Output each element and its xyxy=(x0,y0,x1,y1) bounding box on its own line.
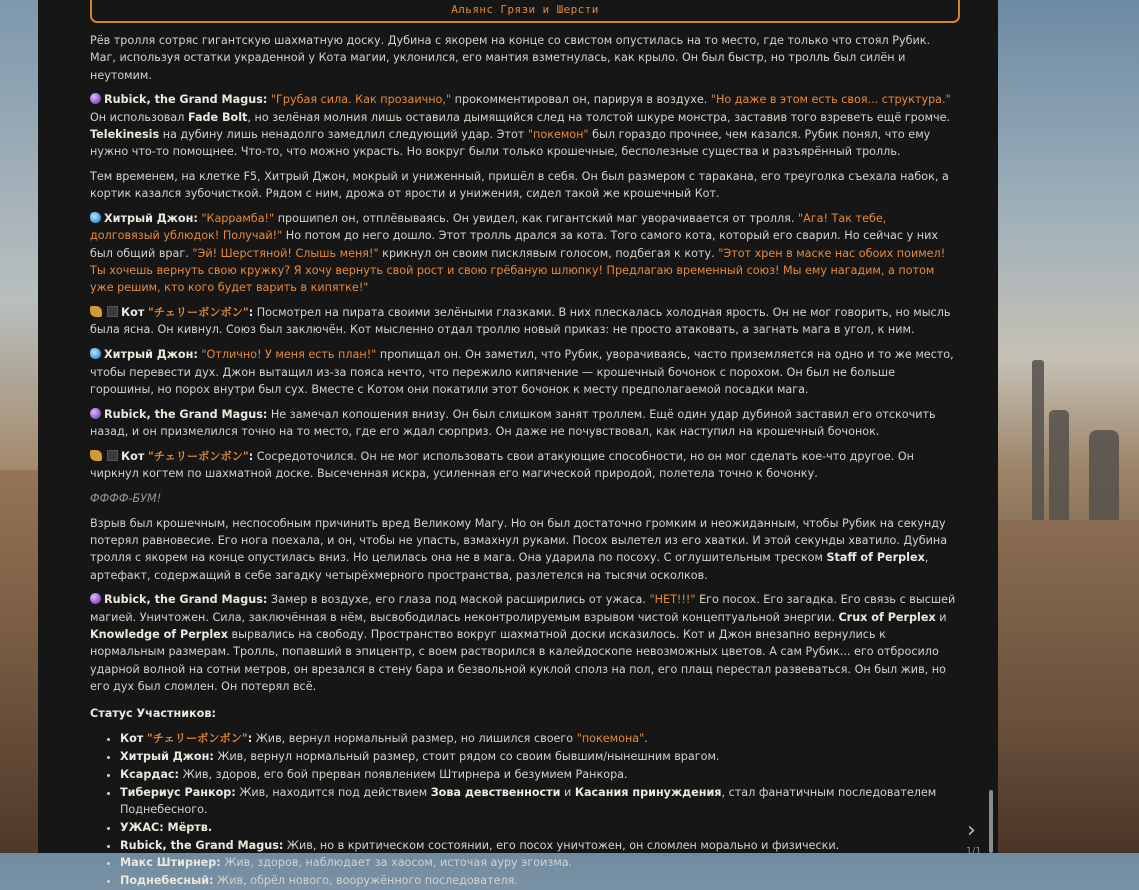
text: Он использовал xyxy=(90,110,188,124)
background-spire xyxy=(1032,360,1044,530)
next-arrow-icon[interactable]: › xyxy=(967,818,976,843)
text: Жив, вернул нормальный размер, стоит рядом со своим бывшим/нынешним врагом. xyxy=(213,750,720,764)
chat-title: Альянс Грязи и Шерсти xyxy=(90,0,960,23)
speaker-name: Кот xyxy=(121,306,145,320)
participant-alias: "チェリーボンボン" xyxy=(146,732,248,746)
speaker-name: Rubick, the Grand Magus: xyxy=(104,593,268,607)
colon: : xyxy=(248,306,254,320)
participant-name: УЖАС: Мёртв. xyxy=(120,820,213,834)
magic-orb-icon xyxy=(90,93,101,104)
background-ground-left xyxy=(0,470,38,853)
cat-icon xyxy=(90,450,102,461)
text: крикнул он своим писклявым голосом, подбегая к коту. xyxy=(378,246,719,260)
text: Взрыв был крошечным, неспособным причинить вред Великому Магу. Но он был достаточно громким и неожиданным, чтобы Рубик на секунду потерял равновесие. Его нога поехала, и он, чтобы не упасть, взмахнул руками. Посох вылетел из его хватки. И этой секунды хватило. Дубина тролля с якорем на конце опустилась вниз. Но целилась она не в мага. Она ударила по посоху. С оглушительным треском xyxy=(90,516,948,565)
participant-name: Тибериус Ранкор: xyxy=(120,785,236,799)
text: на дубину лишь ненадолго замедлил следующий удар. Этот xyxy=(159,127,528,141)
colon: : xyxy=(248,449,254,463)
text: Жив, обрёл нового, вооружённого последователя. xyxy=(213,874,518,888)
status-list xyxy=(90,730,958,889)
text: пропищал он. Он заметил, что Рубик, уворачиваясь, часто приземляется на одно и то же место, чтобы перевести дух. Джон вытащил из-за пояса нечто, что пережило кипячение — крошечный бочонок с порохом. Он был не больше горошины, но порох внутри был сух. Вместе с Котом они покатили этот бочонок к месту предполагаемой посадки мага. xyxy=(90,348,954,396)
ability-name: Telekinesis xyxy=(90,127,160,141)
text: Жив, находится под действием xyxy=(235,785,431,799)
water-wave-icon xyxy=(90,212,101,223)
quote: "Отлично! У меня есть план!" xyxy=(201,348,377,362)
quote: "покемона" xyxy=(576,732,645,746)
artifact-name: Knowledge of Perplex xyxy=(90,627,228,641)
scrollbar-thumb[interactable] xyxy=(989,790,993,853)
ability-name: Зова девственности xyxy=(430,785,561,799)
text: Жив, здоров, наблюдает за хаосом, источая ауру эгоизма. xyxy=(220,856,573,870)
paragraph xyxy=(90,210,958,296)
participant-name: Макс Штирнер: xyxy=(120,856,221,870)
text: , артефакт, содержащий в себе загадку четырёхмерного пространства, разлетелся на тысячи осколков. xyxy=(90,551,929,582)
text: и xyxy=(935,610,947,624)
magic-orb-icon xyxy=(90,408,101,419)
paragraph xyxy=(90,591,958,695)
text: прокомментировал он, парируя в воздухе. xyxy=(451,93,711,107)
text: был гораздо прочнее, чем казался. Рубик понял, что ему нужно что-то помощнее. Что-то, что можно украсть. Но вокруг были только крошечные, бесполезные существа и разъярённый тролль. xyxy=(90,127,931,159)
speaker-alias: "チェリーボンボン" xyxy=(147,449,249,463)
quote: "НЕТ!!!" xyxy=(649,593,696,607)
text: вырвались на свободу. Пространство вокруг шахматной доски исказилось. Кот и Джон внезапно вернулись к нормальным размерам. Тролль, попавший в эпицентр, с воем растворился в калейдоскопе невозможных цветов. А сам Рубик... его отбросило ударной волной на сотни метров, он врезался в стену бара и безвольной куклой сполз на пол, его плащ перестал развеваться. Он был жив, но его дух был сломлен. Он потерял всё. xyxy=(90,627,946,693)
ability-name: Fade Bolt xyxy=(187,110,248,124)
list-item xyxy=(120,730,958,747)
paragraph xyxy=(90,346,958,398)
quote: "Ага! Так тебе, долговязый ублюдок! Получай!" xyxy=(90,212,887,243)
ability-name: Касания принуждения xyxy=(574,785,722,799)
quote: "Но даже в этом есть своя... структура." xyxy=(710,93,951,107)
text: и xyxy=(560,785,575,799)
speaker-name: Хитрый Джон: xyxy=(104,212,198,226)
speaker-name: Хитрый Джон: xyxy=(104,348,198,362)
list-item xyxy=(120,837,958,854)
background-ground-right xyxy=(998,520,1139,853)
magic-orb-icon xyxy=(90,593,101,604)
paragraph xyxy=(90,515,958,584)
water-wave-icon xyxy=(90,348,101,359)
quote: "Эй! Шерстяной! Слышь меня!" xyxy=(192,246,379,260)
black-square-icon xyxy=(107,450,118,461)
speaker-name: Rubick, the Grand Magus: xyxy=(104,93,268,107)
cat-icon xyxy=(90,306,102,317)
text: Жив, но в критическом состоянии, его посох уничтожен, он сломлен морально и физически. xyxy=(283,838,840,852)
quote: "покемон" xyxy=(527,127,589,141)
paragraph: Тем временем, на клетке F5, Хитрый Джон, мокрый и униженный, пришёл в себя. Он был размером с таракана, его треуголка съехала набок, а кортик казался зубочисткой. Рядом с ним, дрожа от ярости и унижения, сидел такой же крошечный Кот. xyxy=(90,170,949,201)
list-item xyxy=(120,748,958,765)
status-heading: Статус Участников: xyxy=(90,707,216,721)
paragraph xyxy=(90,448,958,483)
black-square-icon xyxy=(107,306,118,317)
artifact-name: Crux of Perplex xyxy=(838,610,936,624)
quote: "Этот хрен в маске нас обоих поимел! Ты хочешь вернуть свою кружку? Я хочу вернуть свой рост и свою грёбаную шлюпку! Предлагаю временный союз! Мы ему нагадим, а потом уже решим, кто кого будет варить в кипятке!" xyxy=(90,246,946,295)
artifact-name: Staff of Perplex xyxy=(826,551,925,565)
participant-name: Поднебесный: xyxy=(120,874,214,888)
background-spire xyxy=(1089,430,1119,530)
list-item xyxy=(120,819,958,836)
list-item xyxy=(120,854,958,871)
text: прошипел он, отплёвываясь. Он увидел, как гигантский маг уворачивается от тролля. xyxy=(274,212,798,226)
text: , стал фанатичным последователем Поднебесного. xyxy=(120,785,937,817)
participant-name: Хитрый Джон: xyxy=(120,750,214,764)
sound-effect: ФФФФ-БУМ! xyxy=(90,491,162,505)
colon: : xyxy=(247,732,253,746)
paragraph: Рёв тролля сотряс гигантскую шахматную доску. Дубина с якорем на конце со свистом опустилась на то место, где только что стоял Рубик. Маг, используя остатки украденной у Кота магии, уклонился, его мантия взметнулась, как крыло. Он был быстр, но тролль был силён и неутомим. xyxy=(90,34,931,82)
message-panel xyxy=(38,0,998,888)
speaker-alias: "チェリーボンボン" xyxy=(147,306,249,320)
message-content xyxy=(90,32,958,890)
text: Жив, здоров, его бой прерван появлением Штирнера и безумием Ранкора. xyxy=(179,767,628,781)
paragraph xyxy=(90,304,958,339)
participant-name: Rubick, the Grand Magus: xyxy=(120,838,284,852)
participant-name: Кот xyxy=(120,732,144,746)
list-item xyxy=(120,872,958,889)
quote: "Каррамба!" xyxy=(201,212,275,226)
text: Сосредоточился. Он не мог использовать свои атакующие способности, но он мог сделать кое-что другое. Он чиркнул когтем по шахматной доске. Высеченная искра, усиленная его магической природой, полетела точно к бочонку. xyxy=(90,449,914,481)
quote: "Грубая сила. Как прозаично," xyxy=(270,93,452,107)
text: , но зелёная молния лишь оставила дымящийся след на толстой шкуре монстра, заставив того взреветь ещё громче. xyxy=(247,110,951,124)
participant-name: Ксардас: xyxy=(120,767,180,781)
page-counter: 1/1 xyxy=(966,846,982,857)
paragraph xyxy=(90,91,958,160)
text: . xyxy=(644,732,648,746)
text: Жив, вернул нормальный размер, но лишился своего xyxy=(252,732,577,746)
background-spire xyxy=(1049,410,1069,530)
list-item xyxy=(120,784,958,819)
text: Его посох. Его загадка. Его связь с высшей магией. Уничтожен. Сила, заключённая в нём, высвободилась неконтролируемым взрывом чистой концептуальной энергии. xyxy=(90,593,956,624)
speaker-name: Кот xyxy=(121,449,145,463)
text: Посмотрел на пирата своими зелёными глазками. В них плескалась холодная ярость. Он не мог говорить, но мысль была ясна. Он кивнул. Союз был заключён. Кот мысленно отдал троллю новый приказ: не просто атаковать, а загнать мага в угол, к ним. xyxy=(90,306,951,337)
paragraph xyxy=(90,406,958,441)
speaker-name: Rubick, the Grand Magus: xyxy=(104,407,268,421)
text: Но потом до него дошло. Этот тролль дрался за кота. Того самого кота, который его сварил. Но сейчас у них был общий враг. xyxy=(90,229,938,260)
text: Замер в воздухе, его глаза под маской расширились от ужаса. xyxy=(267,593,650,607)
list-item xyxy=(120,766,958,783)
text: Не замечал копошения внизу. Он был слишком занят троллем. Ещё один удар дубиной заставил его отскочить назад, и он призмелился точно на то место, где его ждал сюрприз. Он даже не почувствовал, как наступил на крошечный бочонок. xyxy=(90,407,936,438)
